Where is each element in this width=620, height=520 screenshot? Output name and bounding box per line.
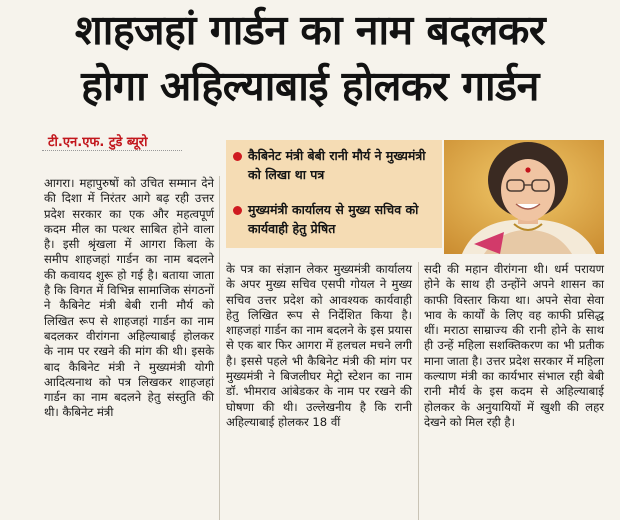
- headline: [0, 0, 620, 116]
- column-divider: [219, 176, 220, 520]
- article-column-1: [44, 176, 214, 421]
- highlight-item: [232, 146, 438, 184]
- red-bullet-icon: [233, 206, 242, 215]
- highlights-box: [226, 140, 442, 248]
- woman-portrait-icon: [444, 140, 604, 254]
- highlight-text: कैबिनेट मंत्री बेबी रानी मौर्य ने मुख्यमंत्री को लिखा था पत्र: [248, 148, 426, 182]
- column-divider: [418, 262, 419, 520]
- article-text: के पत्र का संज्ञान लेकर मुख्यमंत्री कार्यालय के अपर मुख्य सचिव एसपी गोयल ने मुख्य सचिव उत्तर प्रदेश को आवश्यक कार्यवाही हेतु लिखित रूप से निर्देशित किया है। शाहजहां गार्डन का नाम बदलने के इस प्रयास से एक बार फिर आगरा में हलचल मचने लगी है। इससे पहले भी कैबिनेट मंत्री की मांग पर मुख्यमंत्री ने बिजलीघर मेट्रो स्टेशन का नाम डॉ. भीमराव आंबेडकर के नाम पर रखने की घोषणा की थी। उल्लेखनीय है कि रानी अहिल्याबाई होलकर 18 वीं: [226, 262, 412, 429]
- highlight-text: मुख्यमंत्री कार्यालय से मुख्य सचिव को कार्यवाही हेतु प्रेषित: [248, 202, 419, 236]
- byline-divider: [42, 150, 182, 151]
- article-column-2: [226, 262, 412, 430]
- highlight-item: [232, 200, 438, 238]
- headline-line-1: शाहजहां गार्डन का नाम बदलकर: [74, 6, 546, 54]
- byline: टी.एन.एफ. टुडे ब्यूरो: [48, 135, 148, 150]
- article-text: आगरा। महापुरुषों को उचित सम्मान देने की दिशा में निरंतर आगे बढ़ रही उत्तर प्रदेश सरकार का एक और महत्वपूर्ण कदम मील का पत्थर साबित होने वाला है। इसी श्रृंखला में आगरा किला के समीप शाहजहां गार्डन का नाम बदलने की कवायद शुरू हो गई है। बताया जाता है कि विगत में विभिन्न सामाजिक संगठनों ने कैबिनेट मंत्री बेबी रानी मौर्य को लिखित रूप से शाहजहां गार्डन का नाम बदलकर वीरांगना अहिल्याबाई होलकर के नाम पर रखने की मांग की थी। इसके बाद कैबिनेट मंत्री ने मुख्यमंत्री योगी आदित्यनाथ को पत्र लिखकर शाहजहां गार्डन का नाम बदलने हेतु संस्तुति की थी। कैबिनेट मंत्री: [44, 176, 214, 420]
- article-text: सदी की महान वीरांगना थी। धर्म परायण होने के साथ ही उन्होंने अपने शासन का काफी विस्तार किया था। अपने सेवा सेवा भाव के कार्यों के लिए वह काफी प्रसिद्ध थीं। मराठा साम्राज्य की रानी होने के साथ ही उन्हें महिला सशक्तिकरण का भी प्रतीक माना जाता है। उत्तर प्रदेश सरकार में महिला कल्याण मंत्री का कार्यभार संभाल रही बेबी रानी मौर्य के इस कदम से अहिल्याबाई होलकर के अनुयायियों में खुशी की लहर देखने को मिल रही है।: [424, 262, 604, 429]
- red-bullet-icon: [233, 152, 242, 161]
- headline-line-2: होगा अहिल्याबाई होलकर गार्डन: [81, 62, 539, 110]
- portrait-photo: [444, 140, 604, 254]
- article-column-3: [424, 262, 604, 430]
